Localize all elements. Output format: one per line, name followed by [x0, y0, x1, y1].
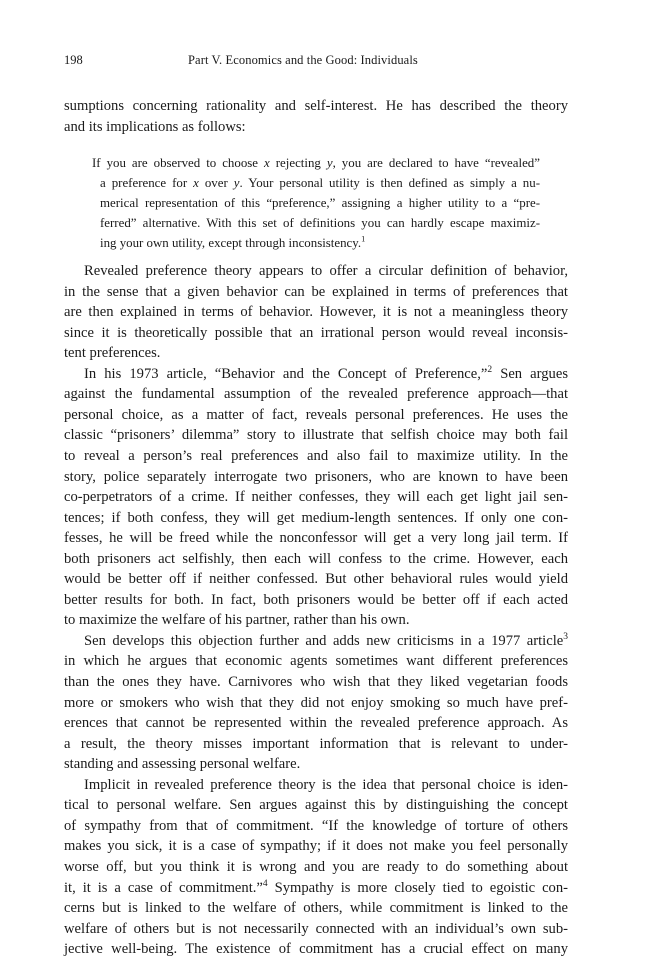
text-line	[64, 878, 568, 899]
text-line: are then explained in terms of behavior. However, it is not a meaningless theory	[64, 304, 568, 321]
paragraph	[64, 261, 568, 282]
text-line: in the sense that a given behavior can be explained in terms of preferences that	[64, 283, 568, 300]
text-line: standing and assessing personal welfare.	[64, 756, 301, 773]
text-line: since it is theoretically possible that an irrational person would reveal inconsis-	[64, 324, 568, 341]
footnote-ref[interactable]: 1	[361, 234, 366, 244]
text-run: it, it is a case of commitment.”	[64, 879, 263, 896]
text-line: against the fundamental assumption of the revealed preference approach—that	[64, 386, 568, 403]
quote-text: ing your own utility, except through inconsistency.	[100, 236, 362, 251]
text-line: story, police separately interrogate two prisoners, who are known to have been	[64, 468, 568, 485]
text-line	[64, 631, 568, 652]
document-page	[64, 0, 568, 975]
paragraph-lines	[64, 282, 568, 364]
footnote-ref[interactable]: 4	[262, 878, 268, 889]
paragraph-continuation	[64, 96, 568, 137]
paragraph	[64, 775, 568, 796]
text-run: Sympathy is more closely tied to egoistic con-	[267, 879, 568, 896]
text-line: better results for both. In fact, both prisoners would be better off if each acted	[64, 591, 568, 608]
text-line: personal choice, as a matter of fact, reveals personal preferences. He uses the	[64, 406, 568, 423]
footnote-ref[interactable]: 2	[487, 364, 493, 375]
text-line	[64, 364, 568, 385]
text-line: tical to personal welfare. Sen argues against this by distinguishing the concept	[64, 797, 568, 814]
text-line: a result, the theory misses important information that is relevant to under-	[64, 735, 568, 752]
math-variable: y	[233, 176, 240, 191]
text-line: more or smokers who wish that they did not enjoy smoking so much have pref-	[64, 694, 568, 711]
text-line: both prisoners act selfishly, then each will confess to the crime. However, each	[64, 550, 568, 567]
text-line: tent preferences.	[64, 345, 161, 362]
quote-line	[92, 233, 540, 253]
text-run: Sen develops this objection further and adds new criticisms in a 1977 article	[84, 632, 564, 649]
text-line: sumptions concerning rationality and self-interest. He has described the theory	[64, 98, 568, 114]
text-run: Sen argues	[492, 365, 569, 382]
math-variable: x	[264, 156, 270, 171]
text-line: than the ones they have. Carnivores who wish that they liked vegetarian foods	[64, 674, 568, 691]
text-line: makes you sick, it is a case of sympathy; if it does not make you feel personally	[64, 838, 568, 855]
text-line: cerns but is linked to the welfare of others, while commitment is linked to the	[64, 900, 568, 917]
quote-line: If you are observed to choose x rejecting y, you are declared to have “revealed”	[92, 156, 540, 171]
text-line: to maximize the welfare of his partner, rather than his own.	[64, 612, 410, 629]
paragraph	[64, 364, 568, 385]
paragraph-lines	[64, 795, 568, 959]
math-variable: x	[193, 176, 199, 191]
text-line: in which he argues that economic agents sometimes want different preferences	[64, 653, 568, 670]
paragraph-lines	[64, 384, 568, 631]
paragraph	[64, 631, 568, 652]
text-line: co-perpetrators of a crime. If neither confesses, they will each get light jail sen-	[64, 489, 568, 506]
text-line: Implicit in revealed preference theory is the idea that personal choice is iden-	[84, 776, 568, 793]
text-line: worse off, but you think it is wrong and you are ready to do something about	[64, 858, 568, 875]
text-line: jective well-being. The existence of commitment has a crucial effect on many	[64, 941, 568, 958]
quote-line: merical representation of this “preference,” assigning a higher utility to a “pre-	[100, 196, 540, 211]
quote-line: a preference for x over y. Your personal utility is then defined as simply a nu-	[100, 176, 540, 191]
running-title: Part V. Economics and the Good: Individuals	[188, 53, 418, 67]
text-line: and its implications as follows:	[64, 118, 246, 135]
text-line: Revealed preference theory appears to offer a circular definition of behavior,	[84, 263, 568, 280]
paragraph-lines	[64, 651, 568, 774]
text-line: tences; if both confess, they will get medium-length sentences. If only one con-	[64, 509, 568, 526]
text-line: to reveal a person’s real preferences and also fail to maximize utility. In the	[64, 448, 568, 465]
page-number: 198	[64, 53, 83, 67]
text-line: would be better off if neither confessed. But other behavioral rules would yield	[64, 571, 568, 588]
body-text	[64, 96, 568, 960]
text-line: of sympathy from that of commitment. “If the knowledge of torture of others	[64, 817, 568, 834]
text-run: In his 1973 article, “Behavior and the Concept of Preference,”	[84, 365, 488, 382]
footnote-ref[interactable]: 3	[563, 632, 568, 643]
text-line: welfare of others but is not necessarily connected with an individual’s own sub-	[64, 920, 568, 937]
text-line: erences that cannot be represented within the revealed preference approach. As	[64, 715, 568, 732]
block-quote	[64, 153, 540, 253]
text-line: classic “prisoners’ dilemma” story to illustrate that selfish choice may both fail	[64, 427, 568, 444]
math-variable: y	[326, 156, 333, 171]
quote-line: ferred” alternative. With this set of definitions you can hardly escape maximiz-	[100, 216, 540, 231]
text-line: fesses, he will be freed while the nonconfessor will get a very long jail term. If	[64, 530, 568, 547]
